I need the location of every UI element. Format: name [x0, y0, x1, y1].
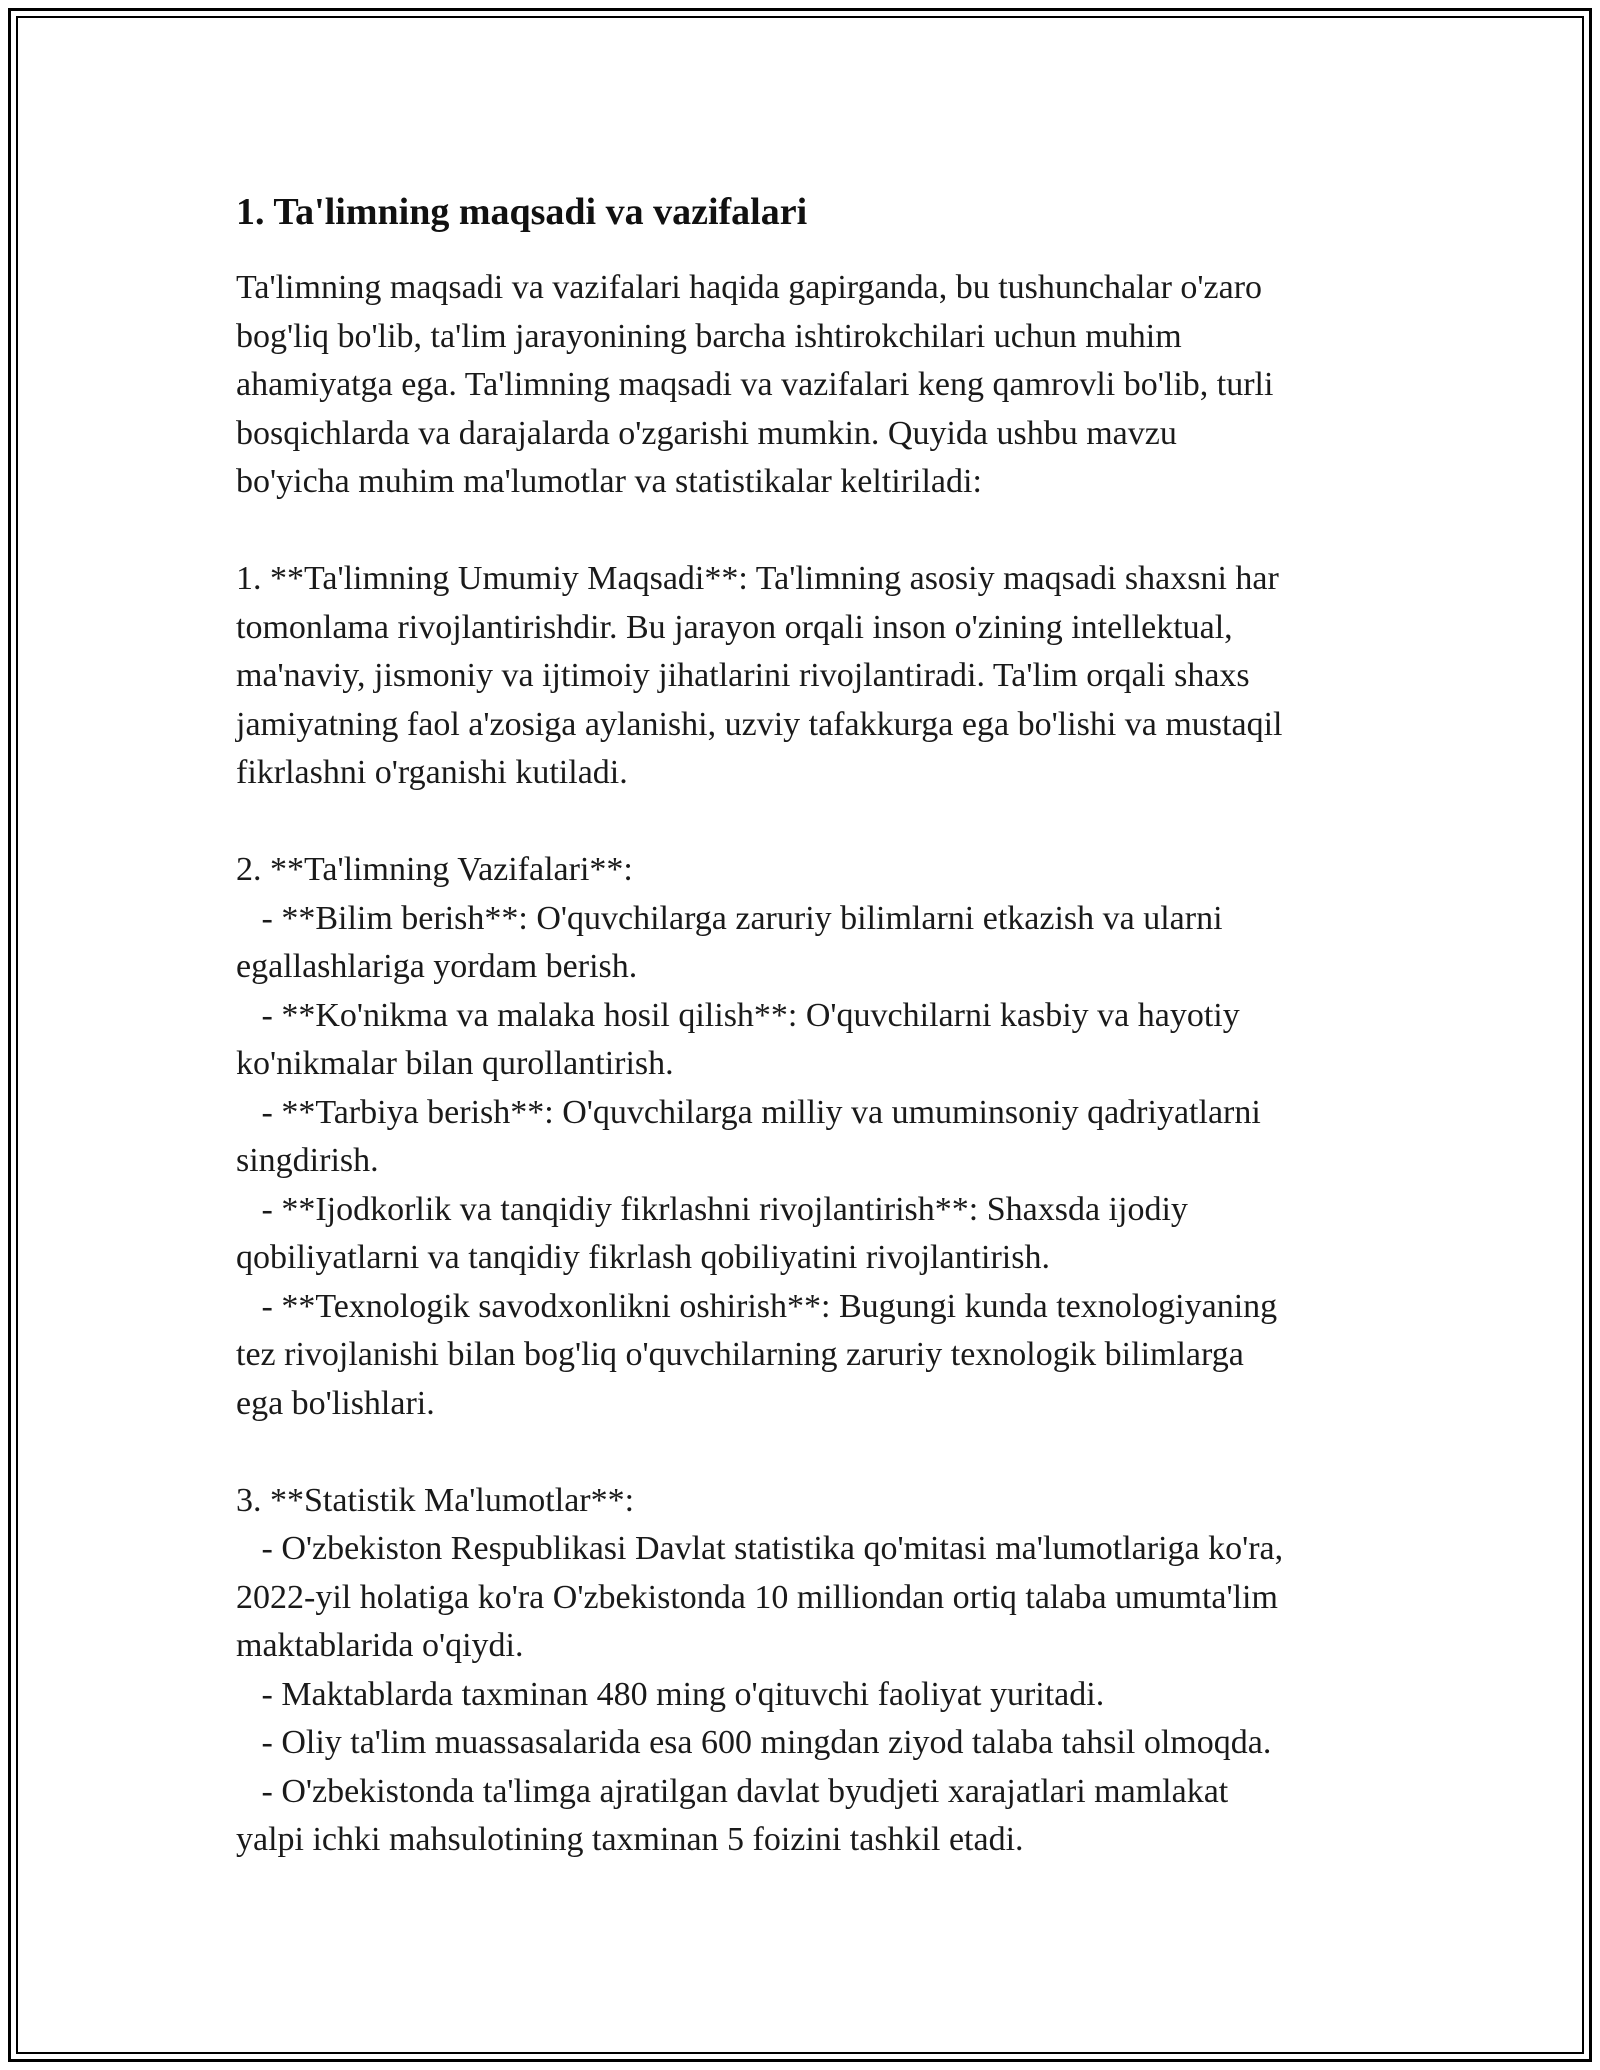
section-heading: 1. Ta'limning maqsadi va vazifalari — [236, 191, 808, 233]
section-body: Ta'limning maqsadi va vazifalari haqida gapirganda, bu tushunchalar o'zaro bog'liq bo'lib, ta'lim jarayonining barcha ishtirokchilari uchun muhim ahamiyatga ega. Ta'limning maqsadi va vazifalari keng qamrovli bo'lib, turli bosqichlarda va darajalarda o'zgarishi mumkin. Quyida ushbu mavzu bo'yicha muhim ma'lumotlar va statistikalar keltiriladi: 1. **Ta'limning Umumiy Maqsadi**: Ta'limning asosiy maqsadi shaxsni har tomonlama rivojlantirishdir. Bu jarayon orqali inson o'zining intellektual, ma'naviy, jismoniy va ijtimoiy jihatlarini rivojlantiradi. Ta'lim orqali shaxs jamiyatning faol a'zosiga aylanishi, uzviy tafakkurga ega bo'lishi va mustaqil fikrlashni o'rganishi kutiladi. 2. **Ta'limning Vazifalari**: - **Bilim berish**: O'quvchilarga zaruriy bilimlarni etkazish va ularni egallashlariga yordam berish. - **Ko'nikma va malaka hosil qilish**: O'quvchilarni kasbiy va hayotiy ko'nikmalar bilan qurollantirish. - **Tarbiya berish**: O'quvchilarga milliy va umuminsoniy qadriyatlarni singdirish. - **Ijodkorlik va tanqidiy fikrlashni rivojlantirish**: Shaxsda ijodiy qobiliyatlarni va tanqidiy fikrlash qobiliyatini rivojlantirish. - **Texnologik savodxonlikni oshirish**: Bugungi kunda texnologiyaning tez rivojlanishi bilan bog'liq o'quvchilarning zaruriy texnologik bilimlarga ega bo'lishlari. 3. **Statistik Ma'lumotlar**: - O'zbekiston Respublikasi Davlat statistika qo'mitasi ma'lumotlariga ko'ra, 2022-yil holatiga ko'ra O'zbekistonda 10 milliondan ortiq talaba umumta'lim maktablarida o'qiydi. - Maktablarda taxminan 480 ming o'qituvchi faoliyat yuritadi. - Oliy ta'lim muassasalarida esa 600 mingdan ziyod talaba tahsil olmoqda. - O'zbekistonda ta'limga ajratilgan davlat byudjeti xarajatlari mamlakat yalpi ichki mahsulotining taxminan 5 foizini tashkil etadi. — [236, 269, 1284, 1858]
document-content — [236, 188, 1386, 1865]
